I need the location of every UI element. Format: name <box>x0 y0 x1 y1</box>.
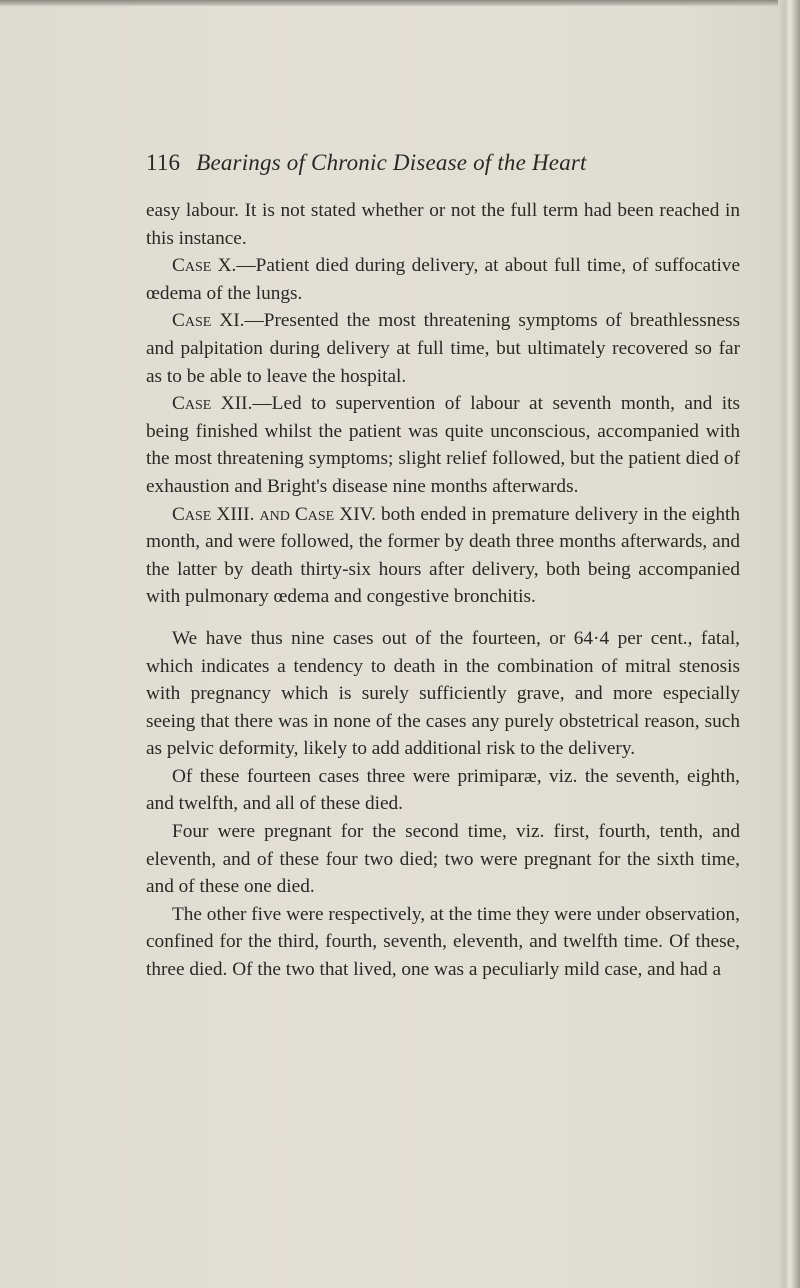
page-top-edge <box>0 0 800 6</box>
summary-paragraph: We have thus nine cases out of the fourteen, or 64·4 per cent., fatal, which indicates a tendency to death in the combination of mitral stenosis with pregnancy which is surely sufficiently grave, and more especially seeing that there was in none of the cases any purely obstetrical reason, such as pelvic deformity, likely to add additional risk to the delivery. <box>146 627 740 760</box>
case-xi-paragraph: Case XI.—Presented the most threatening symptoms of breathlessness and palpitation during delivery at full time, but ultimately recovered so far as to be able to leave the hospital. <box>146 310 740 387</box>
case-label: Case XII. <box>172 393 253 415</box>
paragraph-continuation: easy labour. It is not stated whether or not the full term had been reached in this instance. <box>146 200 740 249</box>
case-label: Case XI. <box>172 310 245 332</box>
case-label: Case X. <box>172 255 237 277</box>
other-five-paragraph: The other five were respectively, at the time they were under observation, confined for the third, fourth, seventh, eleventh, and twelfth time. Of these, three died. Of the two that lived, one was a peculiarly mild case, and had a <box>146 903 740 981</box>
case-label: Case XIII. and Case XIV. <box>172 503 376 525</box>
case-xiii-xiv-paragraph: Case XIII. and Case XIV. both ended in premature delivery in the eighth month, and were followed, the former by death three months afterwards, and the latter by death thirty-six hours after delivery, both being accompanied with pulmonary œdema and congestive bronchitis. <box>146 503 741 608</box>
running-header <box>146 150 746 176</box>
running-title: Bearings of Chronic Disease of the Heart <box>196 150 587 175</box>
primiparae-paragraph: Of these fourteen cases three were primiparæ, viz. the seventh, eighth, and twelfth, and all of these died. <box>146 765 740 815</box>
body-text <box>146 197 740 984</box>
second-pregnancy-paragraph: Four were pregnant for the second time, viz. first, fourth, tenth, and eleventh, and of these four two died; two were pregnant for the sixth time, and of these one died. <box>146 821 740 898</box>
book-spine-edge <box>778 0 800 1288</box>
page-number: 116 <box>146 150 181 175</box>
case-xii-paragraph: Case XII.—Led to supervention of labour at seventh month, and its being finished whilst the patient was quite unconscious, accompanied with the most threatening symptoms; slight relief followed, but the patient died of exhaustion and Bright's disease nine months afterwards. <box>146 393 740 497</box>
case-x-paragraph: Case X.—Patient died during delivery, at about full time, of suffocative œdema of the lungs. <box>146 255 740 304</box>
